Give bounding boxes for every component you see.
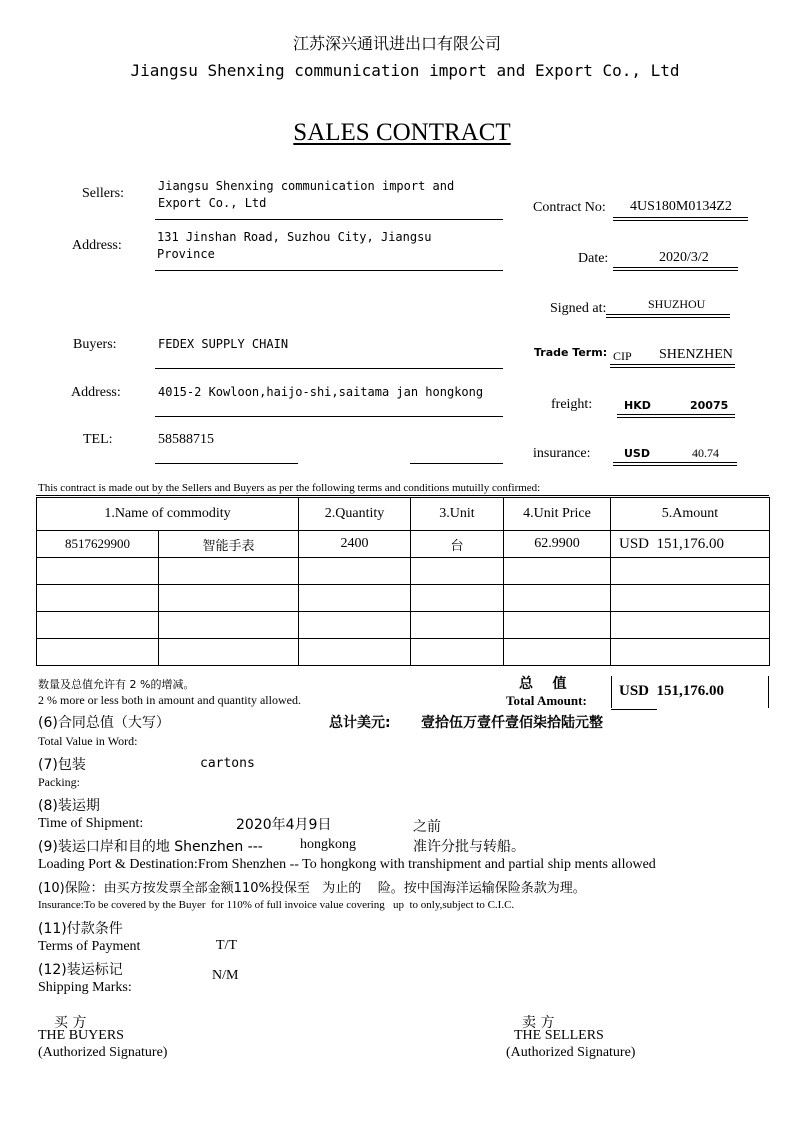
buyers-authorized-signature: (Authorized Signature) xyxy=(38,1045,168,1060)
insurance-value: 40.74 xyxy=(692,446,719,460)
goods-table xyxy=(36,497,770,666)
buyers-address-underline xyxy=(155,416,503,417)
contract-no-underline xyxy=(613,217,748,221)
port-cn-label: (9)装运口岸和目的地 Shenzhen --- xyxy=(38,839,263,855)
marks-value: N/M xyxy=(212,968,239,983)
shipment-before: 之前 xyxy=(413,819,441,835)
trade-term-label: Trade Term: xyxy=(534,346,608,359)
cell-amount xyxy=(611,531,770,558)
sellers-address-underline xyxy=(155,270,503,271)
trade-term-underline xyxy=(610,364,735,368)
table-row xyxy=(37,585,770,612)
sellers-value: Jiangsu Shenxing communication import and Export Co., Ltd xyxy=(158,179,455,210)
total-words-value: 壹拾伍万壹仟壹佰柒拾陆元整 xyxy=(421,715,603,731)
date-underline xyxy=(613,267,738,271)
marks-cn-label: (12)装运标记 xyxy=(38,962,123,978)
insurance-clause-cn: (10)保险：由买方按发票全部金额110%投保至 为止的 险。按中国海洋运输保险条款为理。 xyxy=(38,881,586,896)
total-words-en-label: Total Value in Word: xyxy=(38,734,138,748)
trade-term-value: CIP xyxy=(613,349,632,363)
tel-underline xyxy=(155,463,298,464)
buyers-underline xyxy=(155,368,503,369)
sellers-signature-en: THE SELLERS xyxy=(514,1028,604,1043)
header-quantity: 2.Quantity xyxy=(299,498,411,531)
sellers-label: Sellers: xyxy=(82,186,124,201)
insurance-clause-en: Insurance:To be covered by the Buyer for 110% of full invoice value covering up to only,subject to C.I.C. xyxy=(38,899,515,911)
freight-underline xyxy=(617,414,735,418)
total-box-bottom xyxy=(611,709,657,710)
port-allow: 准许分批与转船。 xyxy=(413,839,525,855)
shipment-en-label: Time of Shipment: xyxy=(38,816,144,831)
header-amount: 5.Amount xyxy=(611,498,770,531)
tel-value: 58588715 xyxy=(158,432,214,447)
freight-value: 20075 xyxy=(690,399,729,412)
company-name-cn: 江苏深兴通讯进出口有限公司 xyxy=(292,34,501,53)
contract-intro: This contract is made out by the Sellers and Buyers as per the following terms and conditions mutuilly confirmed: xyxy=(38,482,541,494)
cell-unit-price: 62.9900 xyxy=(504,531,611,558)
header-commodity: 1.Name of commodity xyxy=(37,498,299,531)
port-destination: hongkong xyxy=(300,837,356,852)
sellers-address-label: Address: xyxy=(72,238,122,253)
shipment-date: 2020年4月9日 xyxy=(236,817,332,833)
freight-label: freight: xyxy=(551,397,593,412)
sellers-address-value: 131 Jinshan Road, Suzhou City, Jiangsu Province xyxy=(157,230,432,261)
payment-value: T/T xyxy=(216,938,237,953)
tolerance-cn: 数量及总值允许有 2 %的增减。 xyxy=(38,678,195,691)
cell-commodity: 智能手表 xyxy=(159,531,299,558)
marks-en-label: Shipping Marks: xyxy=(38,980,132,995)
trade-term-place: SHENZHEN xyxy=(659,347,733,362)
buyers-signature-cn: 买 方 xyxy=(54,1015,87,1031)
cell-hs-code: 8517629900 xyxy=(37,531,159,558)
insurance-currency: USD xyxy=(624,447,650,460)
cell-quantity: 2400 xyxy=(299,531,411,558)
company-name-en: Jiangsu Shenxing communication import and Export Co., Ltd xyxy=(130,61,680,80)
total-words-prefix: 总计美元: xyxy=(329,715,391,731)
buyers-label: Buyers: xyxy=(73,337,117,352)
header-unit: 3.Unit xyxy=(411,498,504,531)
tel-label: TEL: xyxy=(83,432,113,447)
signed-at-underline xyxy=(606,314,730,318)
table-row xyxy=(37,558,770,585)
payment-cn-label: (11)付款条件 xyxy=(38,921,123,937)
total-words-cn-label: (6)合同总值（大写） xyxy=(38,715,170,731)
shipment-cn-label: (8)装运期 xyxy=(38,798,100,814)
insurance-label: insurance: xyxy=(533,446,591,461)
date-label: Date: xyxy=(578,251,609,266)
packing-value: cartons xyxy=(200,756,255,771)
page-title: SALES CONTRACT xyxy=(293,119,511,146)
total-amount-value: USD 151,176.00 xyxy=(619,683,725,699)
port-en-line: Loading Port & Destination:From Shenzhen -- To hongkong with transhipment and partial ship ments allowed xyxy=(38,857,656,872)
buyers-address-value: 4015-2 Kowloon,haijo-shi,saitama jan hongkong xyxy=(158,385,484,399)
intro-rule xyxy=(36,495,769,496)
tel-underline-2 xyxy=(410,463,503,464)
signed-at-value: SHUZHOU xyxy=(648,297,706,311)
sellers-underline xyxy=(155,219,503,220)
signed-at-label: Signed at: xyxy=(550,301,607,316)
cell-amount-currency: USD xyxy=(619,535,650,552)
contract-no-value: 4US180M0134Z2 xyxy=(630,199,732,214)
total-label-cn: 总 值 xyxy=(519,676,567,692)
insurance-underline xyxy=(613,462,737,466)
sellers-signature-cn: 卖 方 xyxy=(522,1015,555,1031)
contract-no-label: Contract No: xyxy=(533,200,606,215)
table-row xyxy=(37,612,770,639)
table-row xyxy=(37,639,770,666)
date-value: 2020/3/2 xyxy=(659,250,709,265)
table-row xyxy=(37,531,770,558)
packing-cn-label: (7)包装 xyxy=(38,757,86,773)
packing-en-label: Packing: xyxy=(38,775,80,789)
buyers-signature-en: THE BUYERS xyxy=(38,1028,124,1043)
table-header-row xyxy=(37,498,770,531)
buyers-address-label: Address: xyxy=(71,385,121,400)
buyers-value: FEDEX SUPPLY CHAIN xyxy=(158,337,289,351)
sellers-authorized-signature: (Authorized Signature) xyxy=(506,1045,636,1060)
total-label-en: Total Amount: xyxy=(506,693,587,708)
payment-en-label: Terms of Payment xyxy=(38,939,141,954)
tolerance-en: 2 % more or less both in amount and quantity allowed. xyxy=(38,693,301,707)
cell-unit: 台 xyxy=(411,531,504,558)
header-unit-price: 4.Unit Price xyxy=(504,498,611,531)
freight-currency: HKD xyxy=(624,399,651,412)
cell-amount-value: 151,176.00 xyxy=(656,535,725,552)
